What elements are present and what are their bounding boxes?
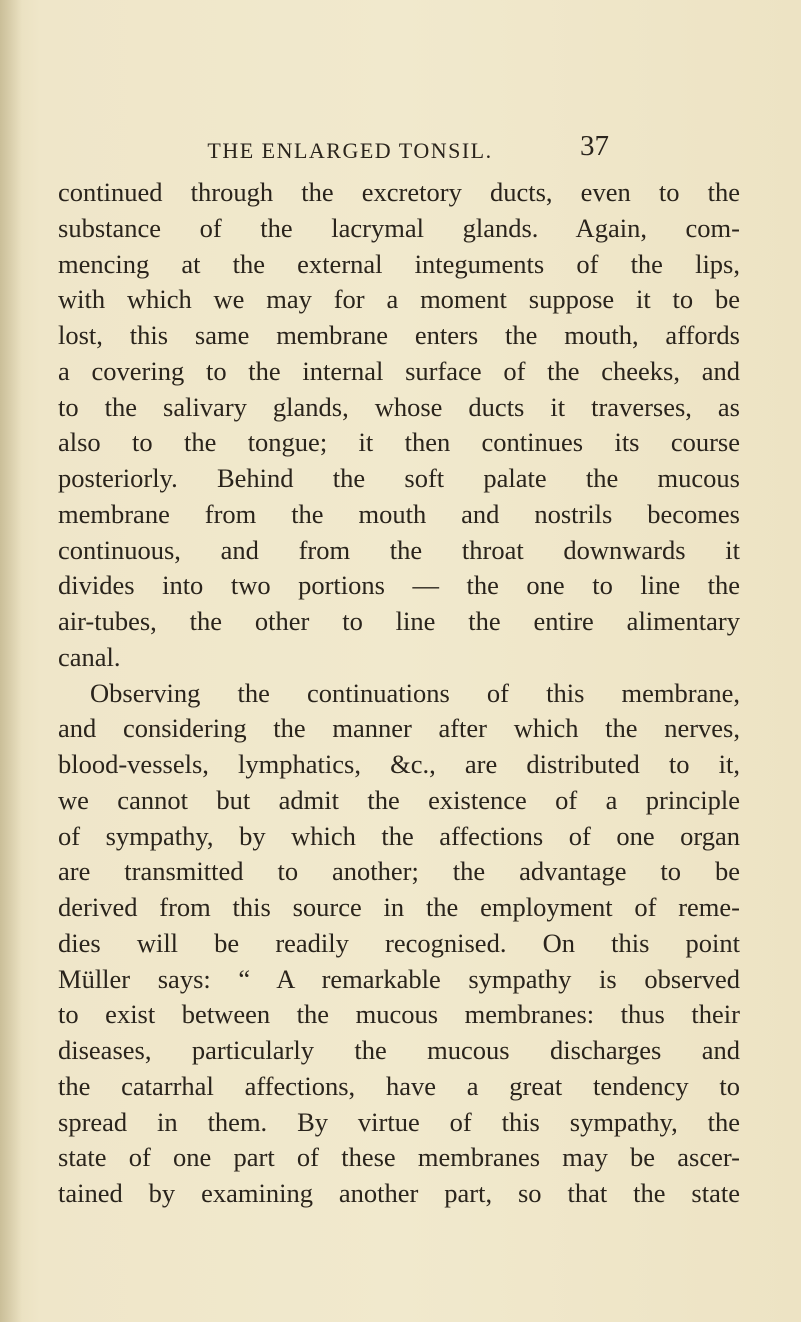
text-line: the catarrhal affections, have a great tendency to (58, 1070, 740, 1101)
running-title: THE ENLARGED TONSIL. (207, 138, 493, 163)
text-line: spread in them. By virtue of this sympathy, the (58, 1106, 740, 1137)
text-line: continued through the excretory ducts, even to the (58, 177, 740, 207)
text-line: a covering to the internal surface of the cheeks, and (58, 355, 740, 386)
text-line: substance of the lacrymal glands. Again, com- (58, 212, 740, 243)
text-line: with which we may for a moment suppose it to be (58, 284, 740, 315)
text-line: canal. (58, 641, 121, 672)
text-line: tained by examining another part, so that the state (58, 1178, 740, 1208)
text-line: mencing at the external integuments of the lips, (58, 248, 740, 279)
text-line: Müller says: “ A remarkable sympathy is observed (58, 963, 740, 994)
running-head (0, 130, 801, 170)
text-line: to the salivary glands, whose ducts it traverses, as (58, 391, 740, 422)
text-line: dies will be readily recognised. On this point (58, 927, 740, 958)
text-line: air-tubes, the other to line the entire alimentary (58, 606, 740, 636)
text-line: we cannot but admit the existence of a principle (58, 784, 740, 815)
text-line: membrane from the mouth and nostrils becomes (58, 498, 740, 529)
text-line: diseases, particularly the mucous discharges and (58, 1035, 740, 1065)
text-line: posteriorly. Behind the soft palate the mucous (58, 463, 740, 493)
text-line: state of one part of these membranes may be ascer- (58, 1142, 740, 1173)
text-line: and considering the manner after which the nerves, (58, 713, 740, 744)
text-line: of sympathy, by which the affections of one organ (58, 820, 740, 851)
text-line: lost, this same membrane enters the mouth, affords (58, 320, 740, 350)
text-line: blood-vessels, lymphatics, &c., are distributed to it, (58, 749, 740, 779)
text-line: are transmitted to another; the advantage to be (58, 856, 740, 887)
spine-shadow (0, 0, 22, 1322)
text-line: to exist between the mucous membranes: thus their (58, 999, 740, 1030)
text-line: also to the tongue; it then continues its course (58, 427, 740, 458)
text-line: divides into two portions — the one to line the (58, 570, 740, 601)
page-number: 37 (580, 130, 609, 162)
text-line: continuous, and from the throat downwards it (58, 534, 740, 565)
text-line: Observing the continuations of this membrane, (90, 677, 740, 708)
text-line: derived from this source in the employment of reme- (58, 892, 740, 922)
body-text (58, 175, 740, 1212)
